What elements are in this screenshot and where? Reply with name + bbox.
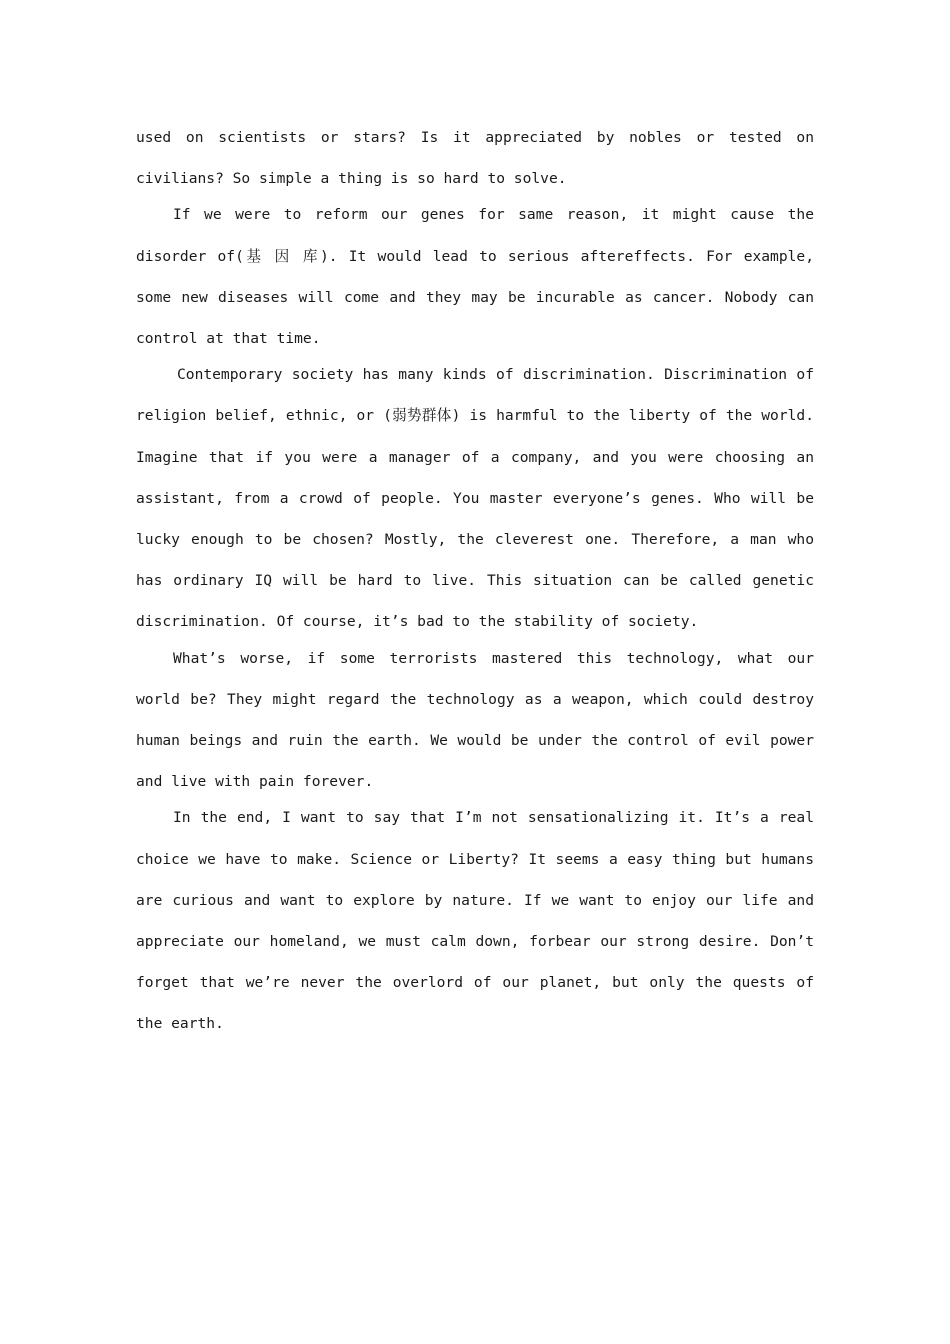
paragraph-continuation: used on scientists or stars? Is it appreciated by nobles or tested on civilians? So simple a thing is so hard to solve. [136, 129, 814, 188]
paragraph-discrimination: Contemporary society has many kinds of discrimination. Discrimination of religion belief, ethnic, or (弱势群体) is harmful to the liberty of the world. Imagine that if you were a manager of a company, and you were choosing an assistant, from a crowd of people. You master everyone’s genes. Who will be lucky enough to be chosen? Mostly, the cleverest one. Therefore, a man who has ordinary IQ will be hard to live. This situation can be called genetic discrimination. Of course, it’s bad to the stability of society. [136, 366, 814, 631]
paragraph-terrorists: What’s worse, if some terrorists mastered this technology, what our world be? They might regard the technology as a weapon, which could destroy human beings and ruin the earth. We would be under the control of evil power and live with pain forever. [136, 649, 814, 791]
paragraph-gene-reform: If we were to reform our genes for same reason, it might cause the disorder of(基 因 库). It would lead to serious aftereffects. For example, some new diseases will come and they may be incurable as cancer. Nobody can control at that time. [136, 206, 814, 348]
document-body [136, 117, 814, 1045]
paragraph-conclusion: In the end, I want to say that I’m not sensationalizing it. It’s a real choice we have to make. Science or Liberty? It seems a easy thing but humans are curious and want to explore by nature. If we want to enjoy our life and appreciate our homeland, we must calm down, forbear our strong desire. Don’t forget that we’re never the overlord of our planet, but only the quests of the earth. [136, 809, 814, 1033]
